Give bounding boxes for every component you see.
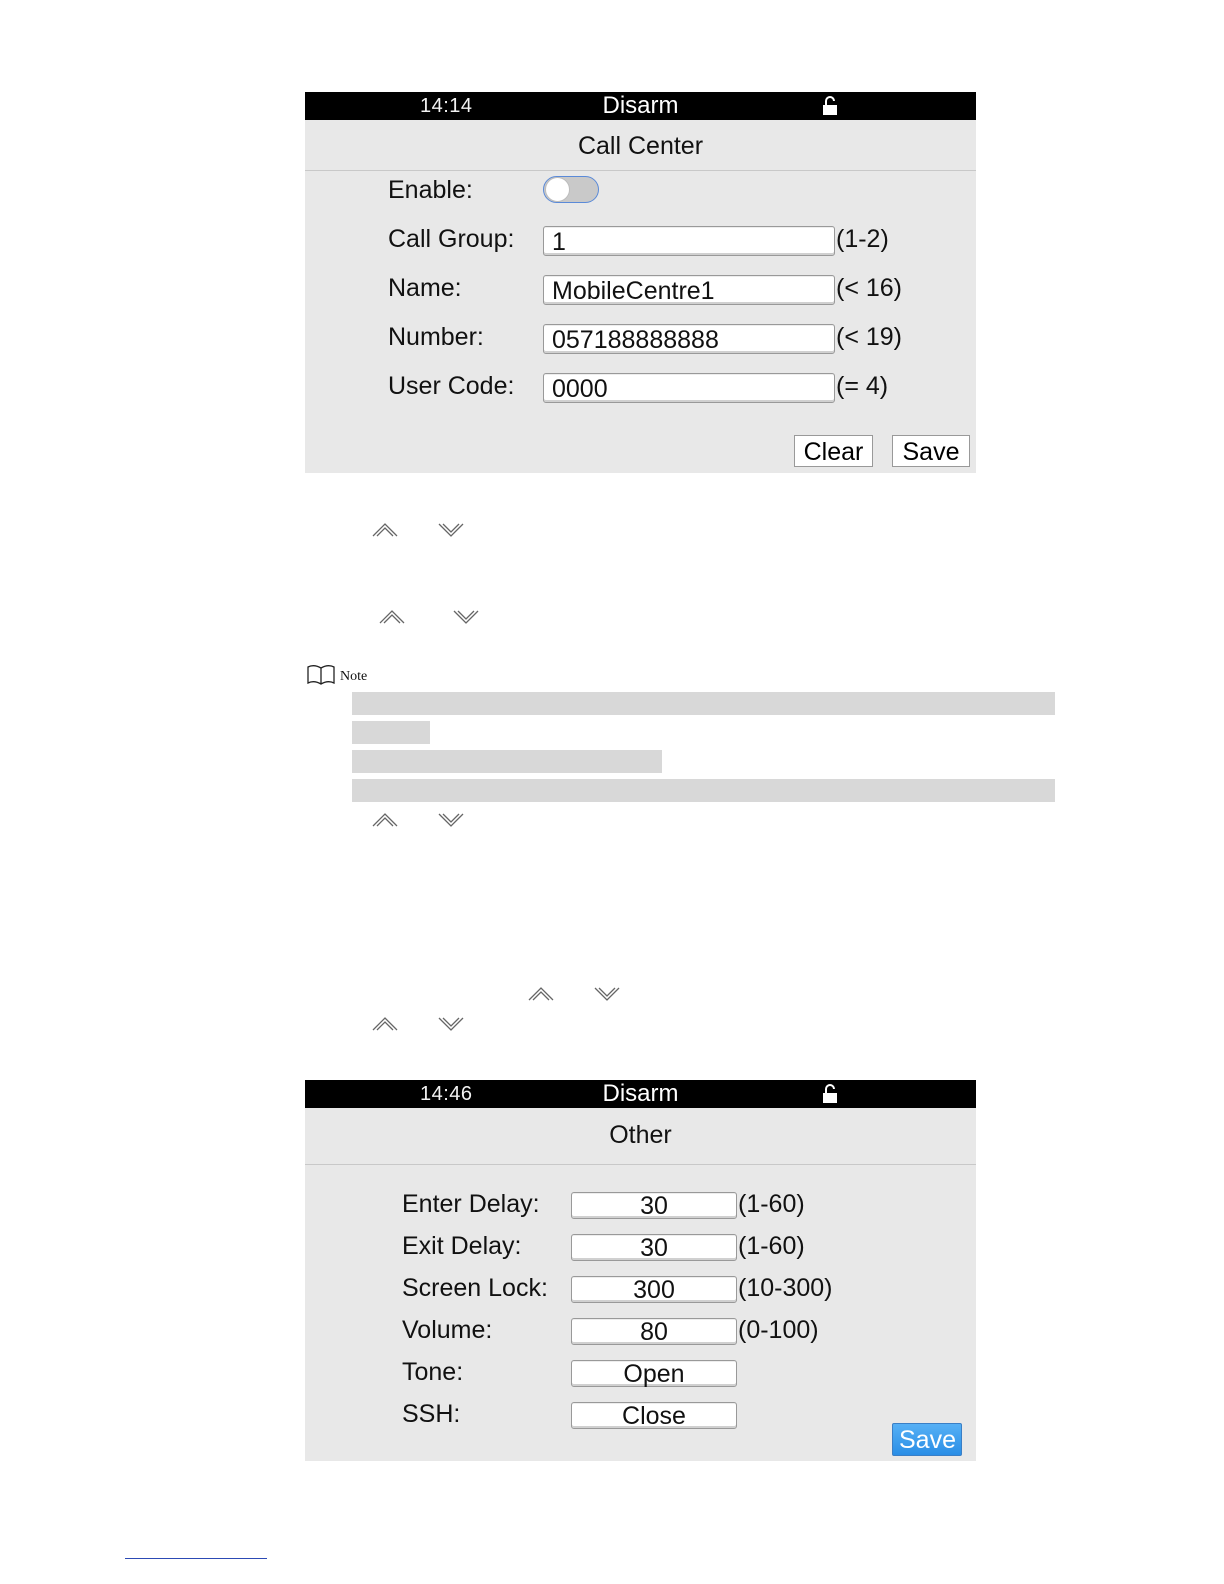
- page-title: Call Center: [305, 120, 976, 171]
- footnote-divider: [125, 1558, 267, 1559]
- ssh-label: SSH:: [402, 1400, 461, 1428]
- ssh-selector[interactable]: Close: [571, 1402, 737, 1429]
- up-arrow-icon: [371, 1016, 399, 1032]
- status-time: 14:46: [420, 1083, 473, 1105]
- unlock-icon: [822, 96, 838, 116]
- screen-lock-input[interactable]: 300: [571, 1276, 737, 1303]
- screen-lock-label: Screen Lock:: [402, 1274, 548, 1302]
- redacted-line: [352, 779, 1055, 802]
- page-title: Other: [305, 1108, 976, 1165]
- save-button[interactable]: Save: [892, 435, 970, 467]
- enable-toggle[interactable]: [543, 176, 599, 203]
- number-label: Number:: [388, 323, 484, 351]
- volume-range: (0-100): [738, 1316, 819, 1344]
- screen-lock-range: (10-300): [738, 1274, 833, 1302]
- save-button[interactable]: Save: [892, 1423, 962, 1456]
- user-code-label: User Code:: [388, 372, 515, 400]
- exit-delay-label: Exit Delay:: [402, 1232, 522, 1260]
- exit-delay-range: (1-60): [738, 1232, 805, 1260]
- name-range: (< 16): [836, 274, 903, 302]
- status-time: 14:14: [420, 95, 473, 117]
- down-arrow-icon: [437, 1016, 465, 1032]
- toggle-knob: [545, 177, 570, 202]
- clear-button[interactable]: Clear: [794, 435, 873, 467]
- name-label: Name:: [388, 274, 462, 302]
- book-icon: [306, 664, 336, 686]
- exit-delay-input[interactable]: 30: [571, 1234, 737, 1261]
- unlock-icon: [822, 1084, 838, 1104]
- enable-label: Enable:: [388, 176, 473, 204]
- number-range: (< 19): [836, 323, 903, 351]
- redacted-line: [352, 692, 1055, 715]
- call-group-range: (1-2): [836, 225, 889, 253]
- user-code-range: (= 4): [836, 372, 889, 400]
- number-input[interactable]: 057188888888: [543, 324, 835, 354]
- status-bar: [305, 1080, 976, 1108]
- up-arrow-icon: [527, 986, 555, 1002]
- redacted-line: [352, 750, 662, 773]
- call-group-label: Call Group:: [388, 225, 515, 253]
- enter-delay-label: Enter Delay:: [402, 1190, 540, 1218]
- up-arrow-icon: [371, 812, 399, 828]
- volume-label: Volume:: [402, 1316, 493, 1344]
- status-mode: Disarm: [602, 1080, 679, 1107]
- other-settings-screen: [305, 1080, 976, 1461]
- note-label: Note: [340, 669, 368, 684]
- tone-label: Tone:: [402, 1358, 464, 1386]
- call-group-input[interactable]: 1: [543, 226, 835, 256]
- status-bar: [305, 92, 976, 120]
- down-arrow-icon: [437, 812, 465, 828]
- enter-delay-range: (1-60): [738, 1190, 805, 1218]
- down-arrow-icon: [452, 609, 480, 625]
- redacted-line: [352, 721, 430, 744]
- tone-selector[interactable]: Open: [571, 1360, 737, 1387]
- down-arrow-icon: [437, 522, 465, 538]
- volume-input[interactable]: 80: [571, 1318, 737, 1345]
- call-center-screen: [305, 92, 976, 473]
- up-arrow-icon: [371, 522, 399, 538]
- user-code-input[interactable]: 0000: [543, 373, 835, 403]
- down-arrow-icon: [593, 986, 621, 1002]
- up-arrow-icon: [378, 609, 406, 625]
- enter-delay-input[interactable]: 30: [571, 1192, 737, 1219]
- status-mode: Disarm: [602, 92, 679, 119]
- name-input[interactable]: MobileCentre1: [543, 275, 835, 305]
